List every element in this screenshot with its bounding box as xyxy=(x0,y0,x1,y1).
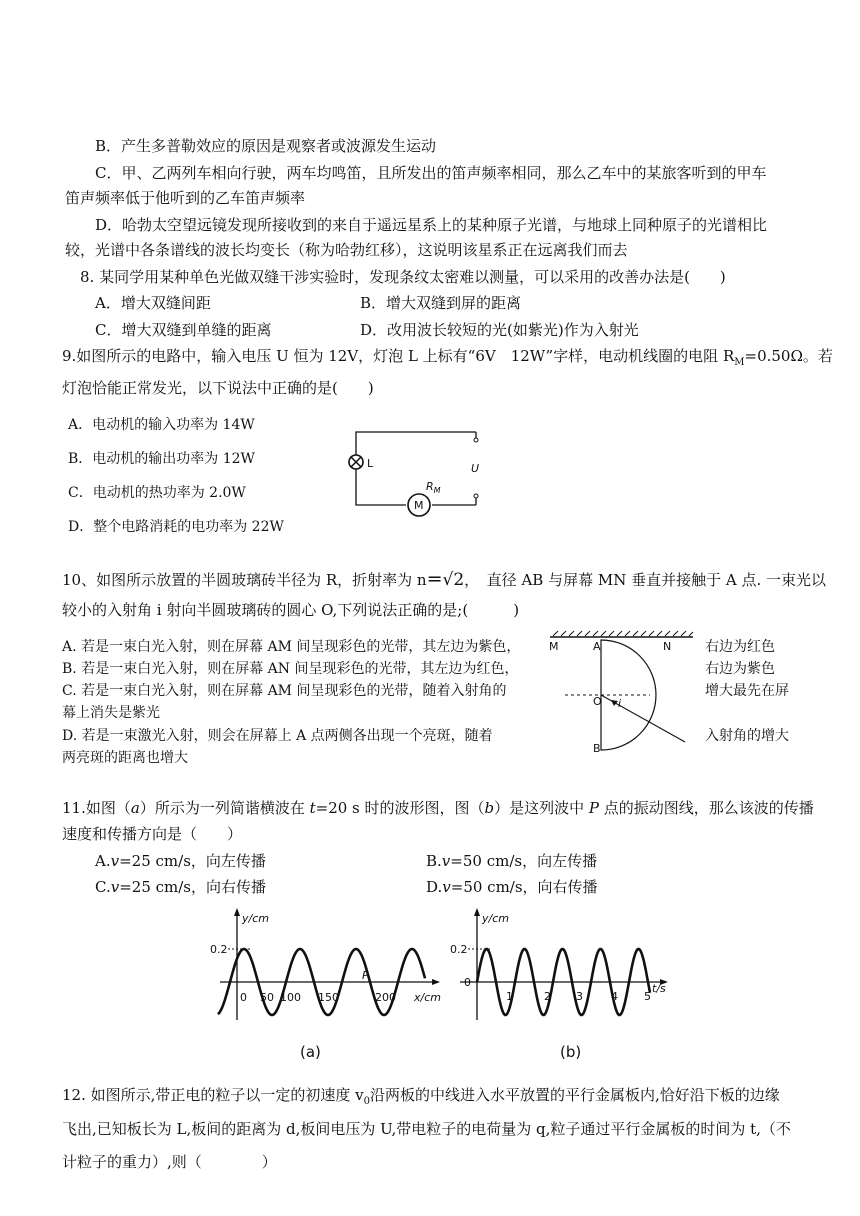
q12-l1sub: 0 xyxy=(363,1096,371,1107)
q9-stem-line2: 灯泡恰能正常发光，以下说法中正确的是( ) xyxy=(62,379,374,397)
label-b: B xyxy=(593,742,601,755)
tick-200: 200 xyxy=(375,991,396,1004)
q11-c-pre: C. xyxy=(95,878,111,896)
q11-b-pre: B. xyxy=(426,852,442,870)
q10-stem-line2: 较小的入射角 i 射向半圆玻璃砖的圆心 O,下列说法正确的是;( ) xyxy=(62,601,520,619)
q10-option-d-tail: 入射角的增大 xyxy=(705,728,789,744)
tick-100: 100 xyxy=(280,991,301,1004)
t-axis-label: t/s xyxy=(652,982,666,995)
q7-option-d-line2: 较，光谱中各条谱线的波长均变长（称为哈勃红移），这说明该星系正在远离我们而去 xyxy=(65,241,628,259)
q11-s3: ）所示为一列简谐横波在 xyxy=(139,799,310,817)
q9-option-c: C．电动机的热功率为 2.0W xyxy=(68,485,246,501)
q11-s1: 11.如图（ xyxy=(62,799,131,817)
q10-option-c-line2: 幕上消失是紫光 xyxy=(62,705,160,721)
q9-option-b: B．电动机的输出功率为 12W xyxy=(68,451,255,467)
q12-l1b: 沿两板的中线进入水平放置的平行金属板内,恰好沿下板的边缘 xyxy=(370,1086,780,1104)
q12-stem-line3: 计粒子的重力）,则（ ） xyxy=(62,1153,277,1171)
q11-option-d xyxy=(426,877,598,897)
q11-wave-graph-a xyxy=(200,905,450,1065)
motor-resistance-label: $R_M$ xyxy=(426,480,441,495)
x-axis-label: x/cm xyxy=(414,991,441,1004)
q11-s4: t xyxy=(309,799,316,817)
q7-option-c-line1: C．甲、乙两列车相向行驶，两车均鸣笛，且所发出的笛声频率相同，那么乙车中的某旅客听到的甲车 xyxy=(95,164,767,182)
q11-option-b xyxy=(426,851,597,871)
q10-option-d: D. 若是一束激光入射，则会在屏幕上 A 点两侧各出现一个亮斑，随着 xyxy=(62,728,493,744)
caption-b: (b) xyxy=(560,1043,582,1061)
q9-stem-sub: M xyxy=(734,357,745,368)
q11-stem-line2: 速度和传播方向是（ ） xyxy=(62,825,243,843)
amplitude-label: 0.2 xyxy=(450,943,468,956)
q10-stem-line1 xyxy=(62,569,826,590)
q10-option-b-tail: 右边为紫色 xyxy=(705,661,775,677)
q11-option-c xyxy=(95,877,266,897)
q10-option-a: A. 若是一束白光入射，则在屏幕 AM 间呈现彩色的光带，其左边为紫色， xyxy=(62,639,521,655)
q10-stem-equals: = xyxy=(426,568,443,590)
q11-option-a xyxy=(95,851,266,871)
q8-stem: 8. 某同学用某种单色光做双缝干涉实验时，发现条纹太密难以测量，可以采用的改善办法是( ) xyxy=(80,268,726,286)
caption-a: (a) xyxy=(300,1043,321,1061)
tick-150: 150 xyxy=(318,991,339,1004)
tick-4: 4 xyxy=(611,990,618,1003)
y-axis-arrow xyxy=(234,908,240,916)
q11-s6: b xyxy=(484,799,495,817)
q11-a-post: =25 cm/s，向左传播 xyxy=(119,852,266,870)
q9-stem-text-b: =0.50Ω。若 xyxy=(744,347,833,365)
y-axis-label: y/cm xyxy=(482,912,509,925)
q8-option-a: A．增大双缝间距 xyxy=(95,294,211,312)
voltage-label: U xyxy=(471,462,480,475)
screen-mn xyxy=(550,631,693,637)
q11-vibration-graph-b xyxy=(440,905,680,1065)
q9-option-d: D．整个电路消耗的电功率为 22W xyxy=(68,519,284,535)
label-o: O xyxy=(593,695,602,708)
q7-option-b: B．产生多普勒效应的原因是观察者或波源发生运动 xyxy=(95,137,437,155)
q11-s9: 点的振动图线，那么该波的传播 xyxy=(599,799,814,817)
q9-option-a: A．电动机的输入功率为 14W xyxy=(68,417,255,433)
q10-option-d-line2: 两亮斑的距离也增大 xyxy=(62,750,188,766)
q10-stem-text-b: ， 直径 AB 与屏幕 MN 垂直并接触于 A 点. 一束光以 xyxy=(464,571,826,589)
q10-option-c-tail: 增大最先在屏 xyxy=(705,683,789,699)
q10-option-a-tail: 右边为红色 xyxy=(705,639,775,655)
q9-circuit-diagram xyxy=(340,420,500,520)
y-axis-label: y/cm xyxy=(242,912,269,925)
q11-d-v: v xyxy=(442,878,451,896)
tick-2: 2 xyxy=(544,990,551,1003)
q11-a-v: v xyxy=(110,852,120,870)
q10-stem-text-a: 10、如图所示放置的半圆玻璃砖半径为 R，折射率为 n xyxy=(62,571,427,589)
q8-option-c: C．增大双缝到单缝的距离 xyxy=(95,321,272,339)
y-axis-arrow xyxy=(474,908,480,916)
amplitude-label: 0.2 xyxy=(210,943,228,956)
q9-stem-text-a: 9.如图所示的电路中，输入电压 U 恒为 12V，灯泡 L 上标有“6V 12W”字样，电动机线圈的电阻 R xyxy=(62,347,735,365)
q11-d-post: =50 cm/s，向右传播 xyxy=(450,878,598,896)
q7-option-d-line1: D．哈勃太空望远镜发现所接收到的来自于遥远星系上的某种原子光谱，与地球上同种原子的光谱相比 xyxy=(95,216,768,234)
q11-b-v: v xyxy=(441,852,451,870)
label-n: N xyxy=(663,640,672,653)
tick-50: 50 xyxy=(260,991,274,1004)
motor-label: M xyxy=(414,499,424,512)
q9-stem-line1 xyxy=(62,346,833,373)
q11-s2: a xyxy=(130,799,140,817)
q11-b-post: =50 cm/s，向左传播 xyxy=(450,852,598,870)
q10-option-b: B. 若是一束白光入射，则在屏幕 AN 间呈现彩色的光带，其左边为红色， xyxy=(62,661,519,677)
point-p-label: P xyxy=(362,969,369,982)
label-m: M xyxy=(549,640,559,653)
tick-1: 1 xyxy=(506,990,513,1003)
q11-s8: P xyxy=(588,799,599,817)
x-axis-arrow xyxy=(432,979,440,985)
q11-s7: ）是这列波中 xyxy=(494,799,589,817)
label-i: i xyxy=(618,697,622,710)
origin-label: 0 xyxy=(240,991,247,1004)
q11-c-post: =25 cm/s，向右传播 xyxy=(119,878,267,896)
tick-3: 3 xyxy=(576,990,583,1003)
lamp-label: L xyxy=(367,457,374,470)
q11-s5: =20 s 时的波形图，图（ xyxy=(315,799,485,817)
origin-label: 0 xyxy=(464,976,471,989)
q11-c-v: v xyxy=(110,878,120,896)
q11-a-pre: A. xyxy=(95,852,111,870)
q10-stem-sqrt: √2 xyxy=(442,570,465,590)
tick-5: 5 xyxy=(644,990,651,1003)
q11-d-pre: D. xyxy=(426,878,443,896)
q8-option-b: B．增大双缝到屏的距离 xyxy=(360,294,522,312)
ray-arrow xyxy=(611,700,618,706)
lamp-symbol xyxy=(349,455,363,469)
label-a: A xyxy=(593,640,601,653)
q11-stem-line1 xyxy=(62,798,814,818)
q7-option-c-line2: 笛声频率低于他听到的乙车笛声频率 xyxy=(65,189,306,207)
q10-option-c: C. 若是一束白光入射，则在屏幕 AM 间呈现彩色的光带，随着入射角的 xyxy=(62,683,507,699)
q12-stem-line2: 飞出,已知板长为 L,板间的距离为 d,板间电压为 U,带电粒子的电荷量为 q,粒子通过平行金属板的时间为 t,（不 xyxy=(62,1120,791,1138)
q10-glass-diagram xyxy=(545,630,695,760)
q12-stem-line1 xyxy=(62,1085,780,1112)
q12-l1a: 12. 如图所示,带正电的粒子以一定的初速度 v xyxy=(62,1086,364,1104)
q8-option-d: D．改用波长较短的光(如紫光)作为入射光 xyxy=(360,321,639,339)
